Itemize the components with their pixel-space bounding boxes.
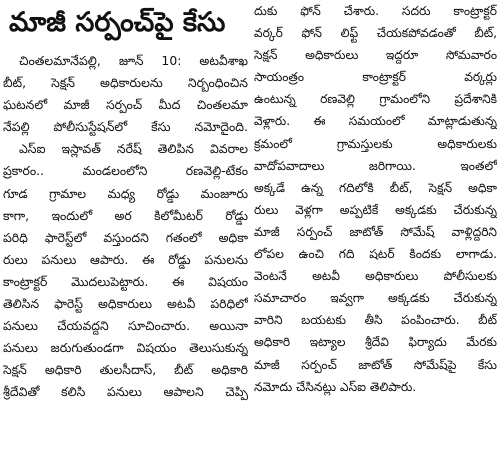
article-line: సాయంత్రం కాంట్రాక్టర్ వర్కర్లు xyxy=(254,70,497,85)
article-line: పరిధి ఫారెస్ట్‌లో వస్తుందని గతంలో అధికా xyxy=(3,229,248,245)
article-line: సమాచారం ఇవ్వగా అక్కడకు చేరుకున్న xyxy=(254,291,497,306)
article-line: నేపల్లి పోలీసుస్టేషన్‌లో కేసు నమోదైంది. xyxy=(3,119,248,135)
article-line: పనులు జరుగుతుండగా విషయం తెలుసుకున్న xyxy=(3,340,248,356)
article-line: మాజీ సర్పంచ్ జాటోత్ సోమేష్ వాళ్లిద్దరిని xyxy=(254,224,497,239)
article-line: వాదోపవాదాలు జరిగాయి. ఇంతలో xyxy=(254,158,497,173)
article-line: రులు వెళ్లగా అప్పటికే అక్కడకు చేరుకున్న xyxy=(254,202,497,217)
article-line: కాగా, ఇందులో అర కిలోమీటర్ రోడ్డు xyxy=(3,207,248,223)
article-line: కాంట్రాక్టర్ మొదలుపెట్టారు. ఈ విషయం xyxy=(3,273,248,289)
article-line: క్రమంలో గ్రామస్తులకు అధికారులకు xyxy=(254,136,497,151)
article-line: తెలిసిన ఫారెస్ట్ అధికారులు అటవీ పరిధిలో xyxy=(3,296,248,312)
article-line: వెంటనే అటవీ అధికారులు పోలీసులకు xyxy=(254,269,497,284)
right-column xyxy=(254,0,497,398)
article-line: గూడ గ్రామాల మధ్య రోడ్డు మంజూరు xyxy=(3,185,248,201)
article-line: ఉంటున్న రణవెల్లి గ్రామంలోని ప్రదేశానికి xyxy=(254,92,497,107)
article-line: రులు పనులు ఆపారు. ఈ రోడ్డు పనులను xyxy=(3,251,248,267)
article-line: నమోదు చేసినట్లు ఎస్ఐ తెలిపారు. xyxy=(254,379,417,394)
article-line: చింతలమానేపల్లి, జూన్ 10: అటవీశాఖ xyxy=(19,53,248,68)
left-body xyxy=(3,50,248,404)
article-line: ఎస్ఐ ఇస్లావత్ నరేష్ తెలిపిన వివరాల xyxy=(19,141,248,157)
article-line: శ్రీదేవితో కలిసి పనులు ఆపాలని చెప్పి xyxy=(3,384,248,400)
article-line: సెక్షన్ అధికారులు ఇద్దరూ సోమవారం xyxy=(254,48,497,63)
headline: మాజీ సర్పంచ్‌పై కేసు xyxy=(9,7,226,38)
article-line: బీట్, సెక్షన్ అధికారులను నిర్బంధించిన xyxy=(3,75,248,91)
article-line: వారిని బయటకు తీసి పంపించారు. బీట్ xyxy=(254,313,497,328)
article-line: వెళ్లారు. ఈ సమయంలో మాట్లాడుతున్న xyxy=(254,114,497,129)
article-line: అధికారి ఇట్యాల శ్రీదేవి ఫిర్యాదు మేరకు xyxy=(254,335,497,350)
article-line: ఘటనలో మాజీ సర్పంచ్ మీద చింతలమా xyxy=(3,97,248,113)
article-line: దుకు ఫోన్ చేశారు. సదరు కాంట్రాక్టర్ xyxy=(254,4,497,18)
article-line: పనులు చేయవద్దని సూచించారు. అయినా xyxy=(3,318,248,334)
article-line: ప్రకారం.. మండలంలోని రణవెల్లి-టేకం xyxy=(3,163,248,179)
right-body xyxy=(254,0,497,398)
article-line: సెక్షన్ అధికారి తులసీదాస్, బీట్ అధికారి xyxy=(3,362,248,378)
article-line: మాజీ సర్పంచ్ జాటోత్ సోమేష్‌పై కేసు xyxy=(254,357,497,372)
left-column xyxy=(3,0,248,404)
article-line: వర్కర్ ఫోన్ లిఫ్ట్ చేయకపోవడంతో బీట్, xyxy=(254,26,497,41)
article-line: లోపల ఉంచి గది షటర్ కిందకు లాగాడు. xyxy=(254,247,497,262)
article-line: అక్కడే ఉన్న గదిలోకి బీట్, సెక్షన్ అధికా xyxy=(254,180,497,195)
